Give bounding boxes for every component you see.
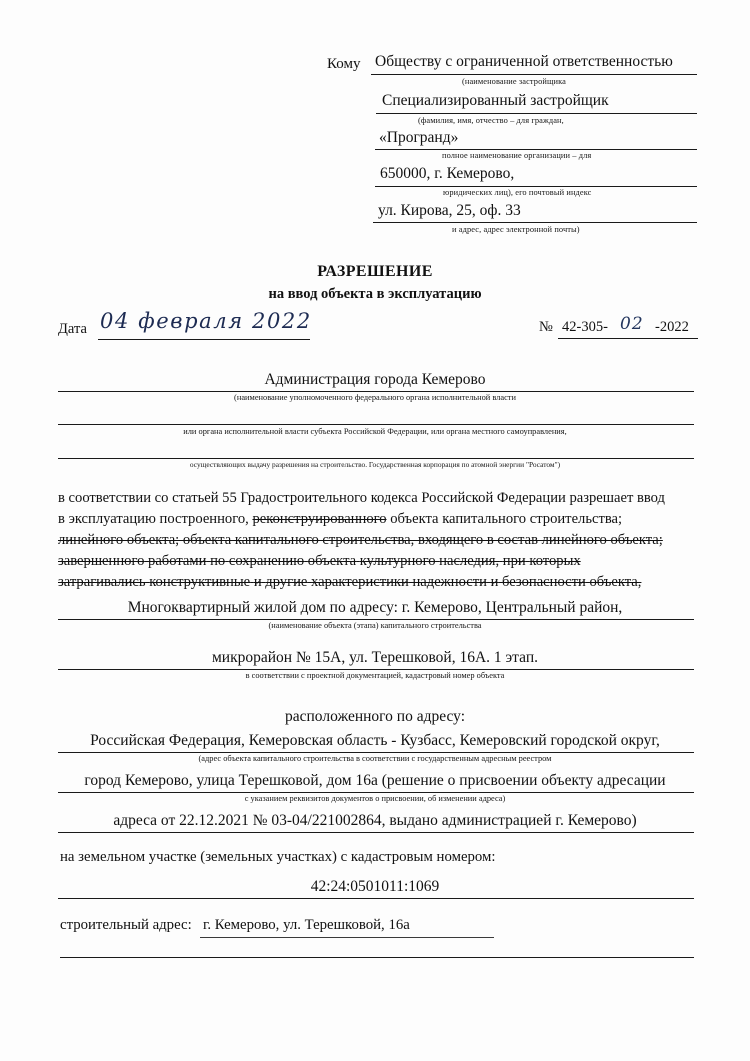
preamble-paragraph [58, 488, 694, 593]
location-heading: расположенного по адресу: [285, 708, 465, 725]
construction-address-rule [200, 937, 494, 938]
addressee-label: Кому [327, 56, 361, 72]
authority-name: Администрация города Кемерово [264, 371, 486, 388]
addressee-rule-3 [375, 149, 697, 150]
addressee-rule-4 [375, 186, 697, 187]
preamble-seg: построенного, [159, 511, 249, 527]
addressee-caption-4: юридических лиц), его почтовый индекс [443, 188, 592, 197]
preamble-seg-struck: безопасности [502, 574, 586, 590]
land-heading: на земельном участке (земельных участках) с кадастровым номером: [60, 849, 496, 865]
preamble-seg-struck: работами [148, 553, 207, 569]
number-suffix: -2022 [655, 319, 689, 335]
document-title: РАЗРЕШЕНИЕ [317, 263, 433, 280]
preamble-line-1: в соответствии со статьей 55 Градостроительного кодекса Российской Федерации разрешает ввод [58, 490, 665, 506]
preamble-seg-struck: и [490, 574, 499, 590]
addressee-value-2: Специализированный застройщик [382, 92, 609, 109]
location-line-1: Российская Федерация, Кемеровская область - Кузбасс, Кемеровский городской округ, [90, 732, 660, 749]
preamble-seg-struck: конструктивные [149, 574, 251, 590]
document-subtitle: на ввод объекта в эксплуатацию [268, 286, 482, 302]
addressee-value-5: ул. Кирова, 25, оф. 33 [378, 202, 521, 219]
addressee-value-1: Обществу с ограниченной ответственностью [375, 53, 673, 70]
addressee-caption-3: полное наименование организации – для [442, 151, 592, 160]
preamble-line-3: линейного объекта; объекта капитального строительства, входящего в состав линейного объекта; [58, 532, 663, 548]
preamble-seg: объекта [390, 511, 439, 527]
construction-address-value: г. Кемерово, ул. Терешковой, 16а [203, 917, 410, 933]
preamble-seg-struck: объекта, [589, 574, 642, 590]
object-name-line-2: микрорайон № 15А, ул. Терешковой, 16А. 1 этап. [212, 649, 538, 666]
preamble-seg-struck: и [253, 574, 262, 590]
object-name-line-1: Многоквартирный жилой дом по адресу: г. Кемерово, Центральный район, [127, 599, 623, 616]
preamble-line-2 [58, 509, 694, 530]
authority-rule-2 [58, 424, 694, 425]
preamble-seg-struck: по [210, 553, 226, 569]
preamble-seg-struck: другие [265, 574, 308, 590]
object-rule-2 [58, 669, 694, 670]
date-label: Дата [58, 321, 87, 337]
land-rule [58, 898, 694, 899]
number-handwritten-part: 02 [620, 314, 644, 334]
preamble-seg: эксплуатацию [68, 511, 156, 527]
object-caption-2: в соответствии с проектной документацией, кадастровый номер объекта [245, 671, 505, 680]
date-rule [98, 339, 310, 340]
number-rule [558, 338, 698, 339]
preamble-seg: капитального [442, 511, 527, 527]
location-caption-1: (адрес объекта капитального строительства в соответствии с государственным адресным реестром [198, 754, 552, 763]
authority-rule-3 [58, 458, 694, 459]
preamble-seg-struck: характеристики [311, 574, 409, 590]
bottom-rule [60, 957, 694, 958]
date-value-handwritten: 04 февраля 2022 [100, 309, 312, 333]
addressee-rule-5 [373, 222, 697, 223]
number-label: № [539, 319, 553, 335]
location-line-2: город Кемерово, улица Терешковой, дом 16а (решение о присвоении объекту адресации [84, 772, 666, 789]
preamble-line-4 [58, 551, 694, 572]
preamble-seg-struck: затрагивались [58, 574, 146, 590]
addressee-rule-1 [371, 74, 697, 75]
object-caption-1: (наименование объекта (этапа) капитального строительства [268, 621, 482, 630]
preamble-seg-struck: надежности [412, 574, 487, 590]
addressee-rule-2 [376, 113, 697, 114]
location-rule-3 [58, 832, 694, 833]
addressee-caption-1: (наименование застройщика [462, 77, 566, 86]
preamble-seg-struck: которых [529, 553, 581, 569]
addressee-caption-2: (фамилия, имя, отчество – для граждан, [418, 116, 564, 125]
cadastral-number: 42:24:0501011:1069 [310, 878, 440, 895]
location-rule-1 [58, 752, 694, 753]
authority-rule-1 [58, 391, 694, 392]
preamble-seg-struck: объекта [307, 553, 357, 569]
preamble-seg-struck: сохранению [228, 553, 305, 569]
location-rule-2 [58, 792, 694, 793]
authority-caption-1: (наименование уполномоченного федерального органа исполнительной власти [234, 393, 516, 402]
location-line-3: адреса от 22.12.2021 № 03-04/221002864, выдано администрацией г. Кемерово) [113, 812, 637, 829]
number-prefix: 42-305- [562, 319, 608, 335]
location-caption-2: с указанием реквизитов документов о присвоении, об изменении адреса) [244, 794, 506, 803]
addressee-caption-5: и адрес, адрес электронной почты) [452, 225, 580, 234]
preamble-line-5 [58, 572, 694, 593]
preamble-seg: в [58, 511, 65, 527]
preamble-seg-struck: наследия, [439, 553, 500, 569]
preamble-seg-struck: завершенного [58, 553, 145, 569]
construction-address-label: строительный адрес: [60, 917, 192, 933]
preamble-seg: строительства; [529, 511, 623, 527]
addressee-value-4: 650000, г. Кемерово, [380, 165, 515, 182]
preamble-seg-struck: реконструированного [252, 511, 387, 527]
authority-caption-3: осуществляющих выдачу разрешения на строительство. Государственная корпорация по атомной энергии "Росатом") [189, 460, 561, 469]
authority-caption-2: или органа исполнительной власти субъекта Российской Федерации, или органа местного самоуправления, [183, 427, 567, 436]
preamble-seg-struck: при [502, 553, 526, 569]
addressee-value-3: «Програнд» [379, 129, 459, 146]
object-rule-1 [58, 619, 694, 620]
preamble-seg-struck: культурного [359, 553, 436, 569]
